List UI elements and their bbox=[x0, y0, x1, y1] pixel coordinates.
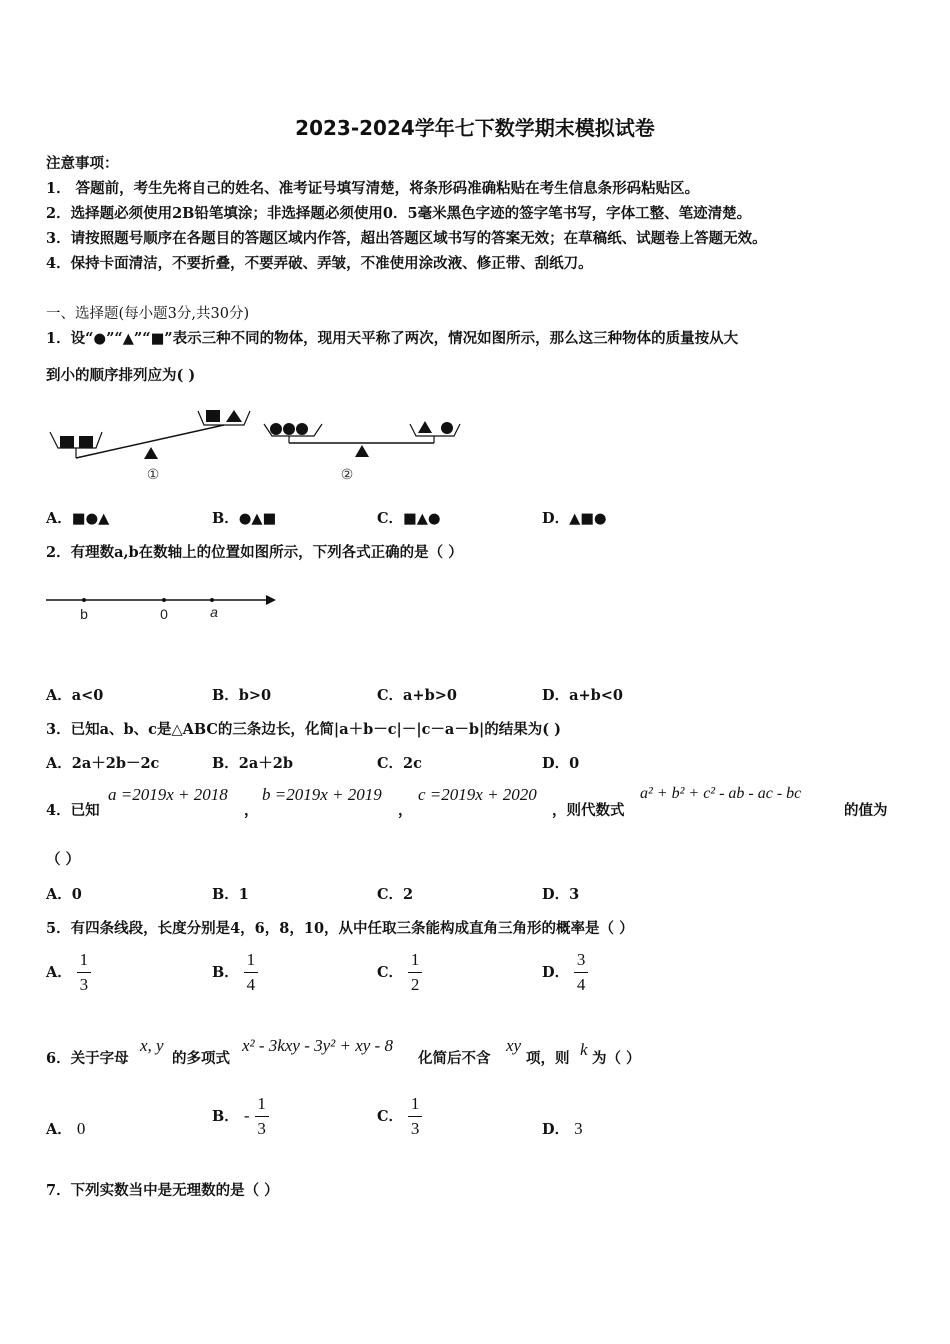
answer-parentheses: （ ） bbox=[46, 851, 81, 868]
option-c[interactable]: C．2c bbox=[377, 755, 422, 772]
circle-shape bbox=[283, 423, 295, 435]
page-title: 2023-2024学年七下数学期末模拟试卷 bbox=[295, 116, 655, 140]
option-d[interactable] bbox=[542, 1118, 583, 1139]
circle-shape bbox=[296, 423, 308, 435]
option-c[interactable] bbox=[377, 1094, 422, 1139]
question-6-prefix: 6．关于字母 bbox=[46, 1050, 129, 1067]
notice-heading: 注意事项： bbox=[46, 155, 119, 172]
option-value: 3 bbox=[574, 1119, 583, 1138]
circle-shape bbox=[270, 423, 282, 435]
figure-label: ② bbox=[340, 466, 354, 482]
option-b[interactable] bbox=[212, 950, 258, 995]
question-7-stem: 7．下列实数当中是无理数的是（ ） bbox=[46, 1182, 279, 1199]
option-d[interactable]: D．3 bbox=[542, 886, 580, 903]
option-label: B． bbox=[212, 964, 239, 981]
question-2-stem: 2．有理数a,b在数轴上的位置如图所示，下列各式正确的是（ ） bbox=[46, 544, 463, 561]
question-1-stem-cont: 到小的顺序排列应为( ) bbox=[46, 367, 196, 384]
axis-label: 0 bbox=[160, 606, 168, 622]
question-6-text: 化简后不含 bbox=[418, 1050, 491, 1067]
option-a[interactable] bbox=[46, 950, 91, 995]
option-label: A． bbox=[46, 1121, 72, 1138]
fraction: $\frac{1}{3}$ bbox=[408, 1094, 422, 1139]
option-b[interactable]: B．b>0 bbox=[212, 687, 272, 704]
equation-b: b =2019x + 2019 bbox=[262, 785, 382, 804]
option-label: A． bbox=[46, 964, 72, 981]
point-a bbox=[210, 598, 214, 602]
option-d[interactable]: D．▲■● bbox=[542, 510, 607, 527]
option-b[interactable]: B．●▲■ bbox=[212, 510, 277, 527]
balance-figure-1 bbox=[50, 410, 250, 482]
fulcrum-triangle bbox=[355, 445, 369, 457]
option-d[interactable] bbox=[542, 950, 588, 995]
algebraic-expression: a² + b² + c² - ab - ac - bc bbox=[640, 785, 802, 802]
variables: x, y bbox=[140, 1036, 164, 1055]
option-c[interactable]: C．■▲● bbox=[377, 510, 441, 527]
question-3-stem: 3．已知a、b、c是△ABC的三条边长，化简|a＋b－c|－|c－a－b|的结果为( ) bbox=[46, 721, 562, 738]
option-label: B． bbox=[212, 1108, 239, 1125]
notice-item: 3．请按照题号顺序在各题目的答题区域内作答，超出答题区域书写的答案无效；在草稿纸、试题卷上答题无效。 bbox=[46, 230, 767, 247]
variable-k: k bbox=[580, 1040, 588, 1059]
option-label: C． bbox=[377, 1108, 404, 1125]
notice-item: 1． 答题前，考生先将自己的姓名、准考证号填写清楚，将条形码准确粘贴在考生信息条形码粘贴区。 bbox=[46, 180, 700, 197]
axis-label: a bbox=[210, 604, 218, 620]
option-b[interactable]: B．1 bbox=[212, 886, 249, 903]
point-b bbox=[82, 598, 86, 602]
option-a[interactable]: A．0 bbox=[46, 886, 82, 903]
question-5-stem: 5．有四条线段，长度分别是4，6，8，10，从中任取三条能构成直角三角形的概率是（ ） bbox=[46, 920, 634, 937]
number-line bbox=[44, 588, 284, 628]
square-shape bbox=[79, 436, 93, 448]
triangle-shape bbox=[418, 421, 432, 433]
polynomial: x² - 3kxy - 3y² + xy - 8 bbox=[242, 1036, 393, 1055]
notice-item: 4．保持卡面清洁，不要折叠，不要弄破、弄皱，不准使用涂改液、修正带、刮纸刀。 bbox=[46, 255, 593, 272]
option-b[interactable]: B．2a＋2b bbox=[212, 755, 293, 772]
axis-label: b bbox=[80, 606, 88, 622]
fraction: $\frac{1}{3}$ bbox=[77, 950, 91, 995]
question-4-prefix: 4．已知 bbox=[46, 802, 100, 819]
question-4-suffix: 的值为 bbox=[844, 802, 888, 819]
fulcrum-triangle bbox=[144, 447, 158, 459]
equation-a: a =2019x + 2018 bbox=[108, 785, 228, 804]
option-c[interactable]: C．a+b>0 bbox=[377, 687, 457, 704]
section-heading: 一、选择题(每小题3分,共30分) bbox=[46, 306, 250, 322]
question-6-text: 项，则 bbox=[526, 1050, 570, 1067]
option-b[interactable] bbox=[212, 1094, 269, 1139]
separator: ， bbox=[398, 802, 413, 819]
point-zero bbox=[162, 598, 166, 602]
figure-label: ① bbox=[146, 466, 160, 482]
option-c[interactable]: C．2 bbox=[377, 886, 414, 903]
square-shape bbox=[60, 436, 74, 448]
equation-c: c =2019x + 2020 bbox=[418, 785, 537, 804]
fraction: $\frac{3}{4}$ bbox=[574, 950, 588, 995]
separator: ， bbox=[244, 802, 259, 819]
term-xy: xy bbox=[506, 1036, 522, 1055]
question-4-middle: ，则代数式 bbox=[552, 802, 625, 819]
option-label: D． bbox=[542, 1121, 570, 1138]
fraction: $\frac{1}{2}$ bbox=[408, 950, 422, 995]
option-a[interactable]: A．a<0 bbox=[46, 687, 104, 704]
arrow-icon bbox=[266, 595, 276, 605]
option-d[interactable]: D．0 bbox=[542, 755, 580, 772]
fraction: $\frac{1}{4}$ bbox=[244, 950, 258, 995]
option-a[interactable] bbox=[46, 1118, 85, 1139]
option-a[interactable]: A．2a＋2b－2c bbox=[46, 755, 160, 772]
question-6-text: 的多项式 bbox=[172, 1050, 230, 1067]
question-6-suffix: 为（ ） bbox=[592, 1050, 641, 1067]
minus-sign: - bbox=[243, 1106, 250, 1125]
fraction: $\frac{1}{3}$ bbox=[255, 1094, 269, 1139]
balance-figure-2 bbox=[264, 421, 460, 482]
square-shape bbox=[206, 410, 220, 422]
notice-item: 2．选择题必须使用2B铅笔填涂；非选择题必须使用0．5毫米黑色字迹的签字笔书写，字体工整、笔迹清楚。 bbox=[46, 205, 752, 222]
option-c[interactable] bbox=[377, 950, 422, 995]
option-a[interactable]: A．■●▲ bbox=[46, 510, 110, 527]
question-1-stem: 1．设“●”“▲”“■”表示三种不同的物体，现用天平称了两次，情况如图所示，那么这三种物体的质量按从大 bbox=[46, 330, 739, 347]
option-value: 0 bbox=[76, 1119, 86, 1138]
option-label: D． bbox=[542, 964, 570, 981]
option-d[interactable]: D．a+b<0 bbox=[542, 687, 623, 704]
circle-shape bbox=[441, 422, 453, 434]
balance-figures bbox=[44, 400, 474, 490]
triangle-shape bbox=[226, 410, 242, 422]
option-label: C． bbox=[377, 964, 404, 981]
